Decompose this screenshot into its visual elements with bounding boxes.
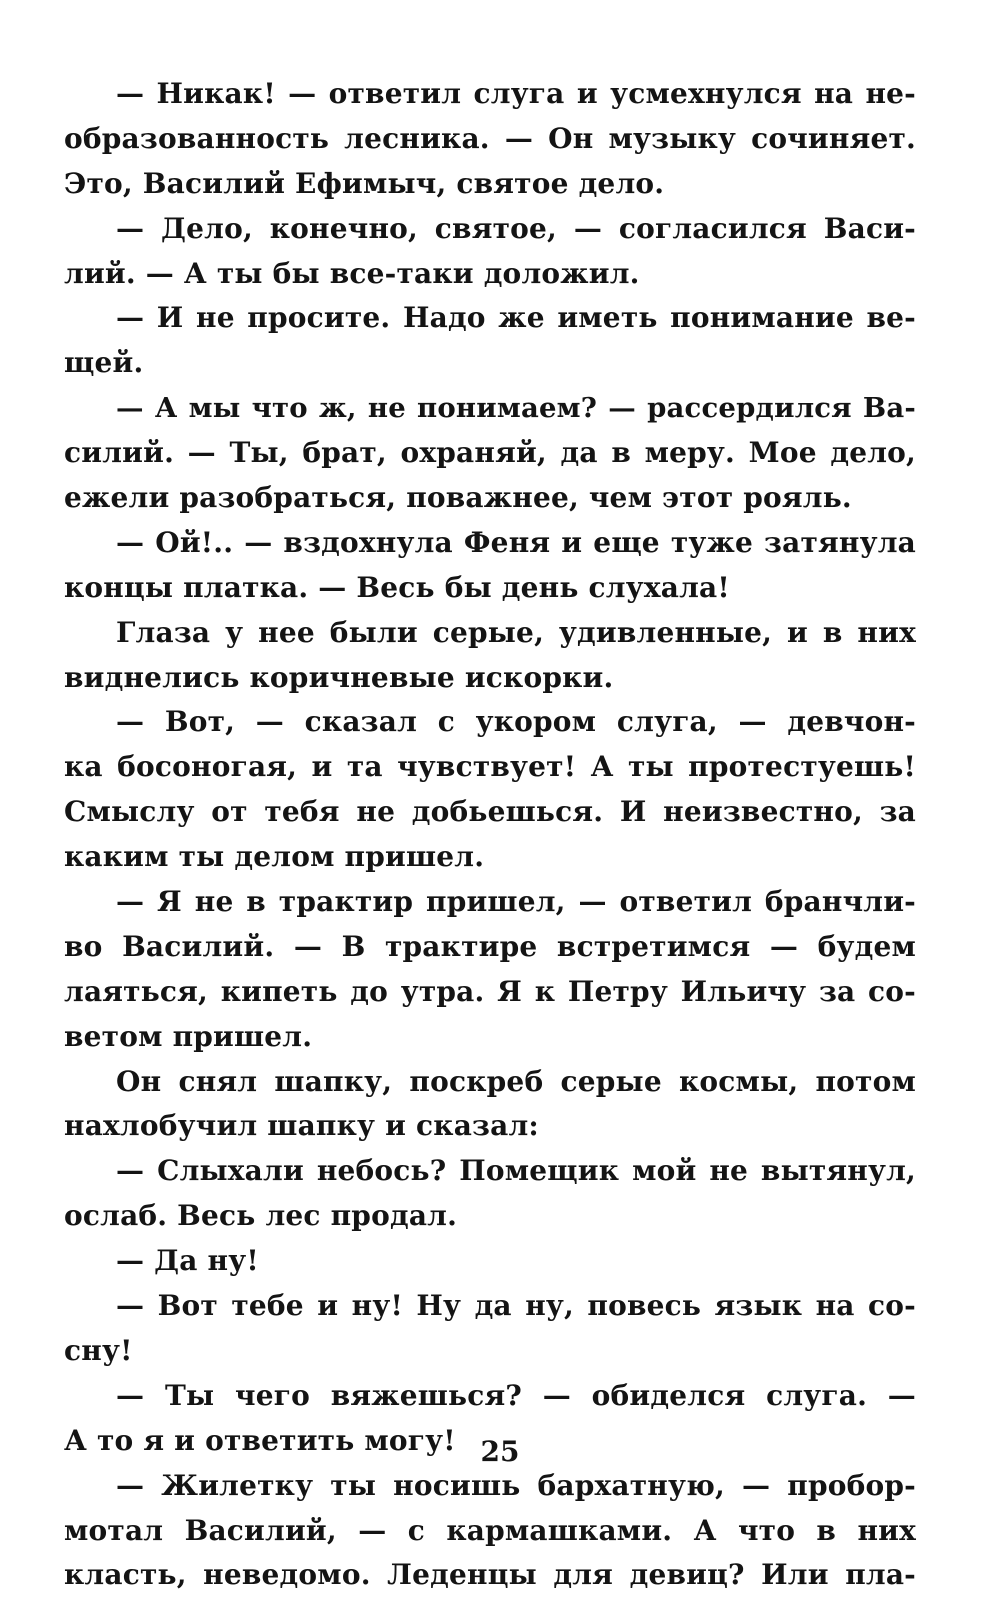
- text-line: Глаза у нее были серые, удивленные, и в них: [116, 615, 916, 649]
- text-line: — Слыхали небось? Помещик мой не вытянул,: [116, 1154, 916, 1188]
- text-line: щей.: [64, 346, 144, 380]
- text-line: концы платка. — Весь бы день слухала!: [64, 570, 730, 604]
- page-number: 25: [480, 1435, 520, 1468]
- text-line: сну!: [64, 1333, 133, 1367]
- text-line: во Василий. — В трактире встретимся — будем: [64, 929, 916, 963]
- text-line: — Ой!.. — вздохнула Феня и еще туже затянула: [116, 525, 916, 559]
- text-line: — Ты чего вяжешься? — обиделся слуга. —: [116, 1378, 916, 1412]
- text-line: силий. — Ты, брат, охраняй, да в меру. Мое дело,: [64, 436, 916, 470]
- text-line: — Дело, конечно, святое, — согласился Васи-: [116, 211, 916, 245]
- text-line: ослаб. Весь лес продал.: [64, 1199, 458, 1233]
- text-line: ежели разобраться, поважнее, чем этот рояль.: [64, 481, 852, 515]
- text-line: виднелись коричневые искорки.: [64, 660, 614, 694]
- text-line: ка босоногая, и та чувствует! А ты протестуешь!: [64, 750, 916, 784]
- text-line: — Никак! — ответил слуга и усмехнулся на не-: [116, 77, 916, 110]
- text-line: — Я не в трактир пришел, — ответил бранчли-: [116, 885, 916, 919]
- text-line: Он снял шапку, поскреб серые космы, потом: [116, 1064, 916, 1098]
- text-line: ветом пришел.: [64, 1019, 313, 1053]
- text-line: — Вот, — сказал с укором слуга, — девчон-: [116, 705, 916, 739]
- text-line: Это, Василий Ефимыч, святое дело.: [64, 166, 665, 200]
- text-line: — Да ну!: [116, 1244, 259, 1278]
- text-line: лий. — А ты бы все-таки доложил.: [64, 256, 640, 290]
- text-line: — И не просите. Надо же иметь понимание ве-: [116, 301, 916, 335]
- text-line: — Вот тебе и ну! Ну да ну, повесь язык на со-: [116, 1289, 916, 1323]
- text-line: мотал Василий, — с кармашками. А что в них: [64, 1513, 916, 1547]
- text-line: каким ты делом пришел.: [64, 840, 485, 874]
- text-line: нахлобучил шапку и сказал:: [64, 1109, 539, 1143]
- text-line: Смыслу от тебя не добьешься. И неизвестно, за: [64, 795, 916, 829]
- body-text: [64, 72, 916, 1598]
- text-line: класть, неведомо. Леденцы для девиц? Или пла-: [64, 1558, 916, 1592]
- text-line: образованность лесника. — Он музыку сочиняет.: [64, 121, 916, 155]
- text-line: — А мы что ж, не понимаем? — рассердился Ва-: [116, 392, 916, 425]
- text-line: — Жилетку ты носишь бархатную, — пробор-: [116, 1468, 916, 1502]
- text-line: лаяться, кипеть до утра. Я к Петру Ильичу за со-: [64, 974, 916, 1008]
- text-line: А то я и ответить могу!: [64, 1423, 456, 1457]
